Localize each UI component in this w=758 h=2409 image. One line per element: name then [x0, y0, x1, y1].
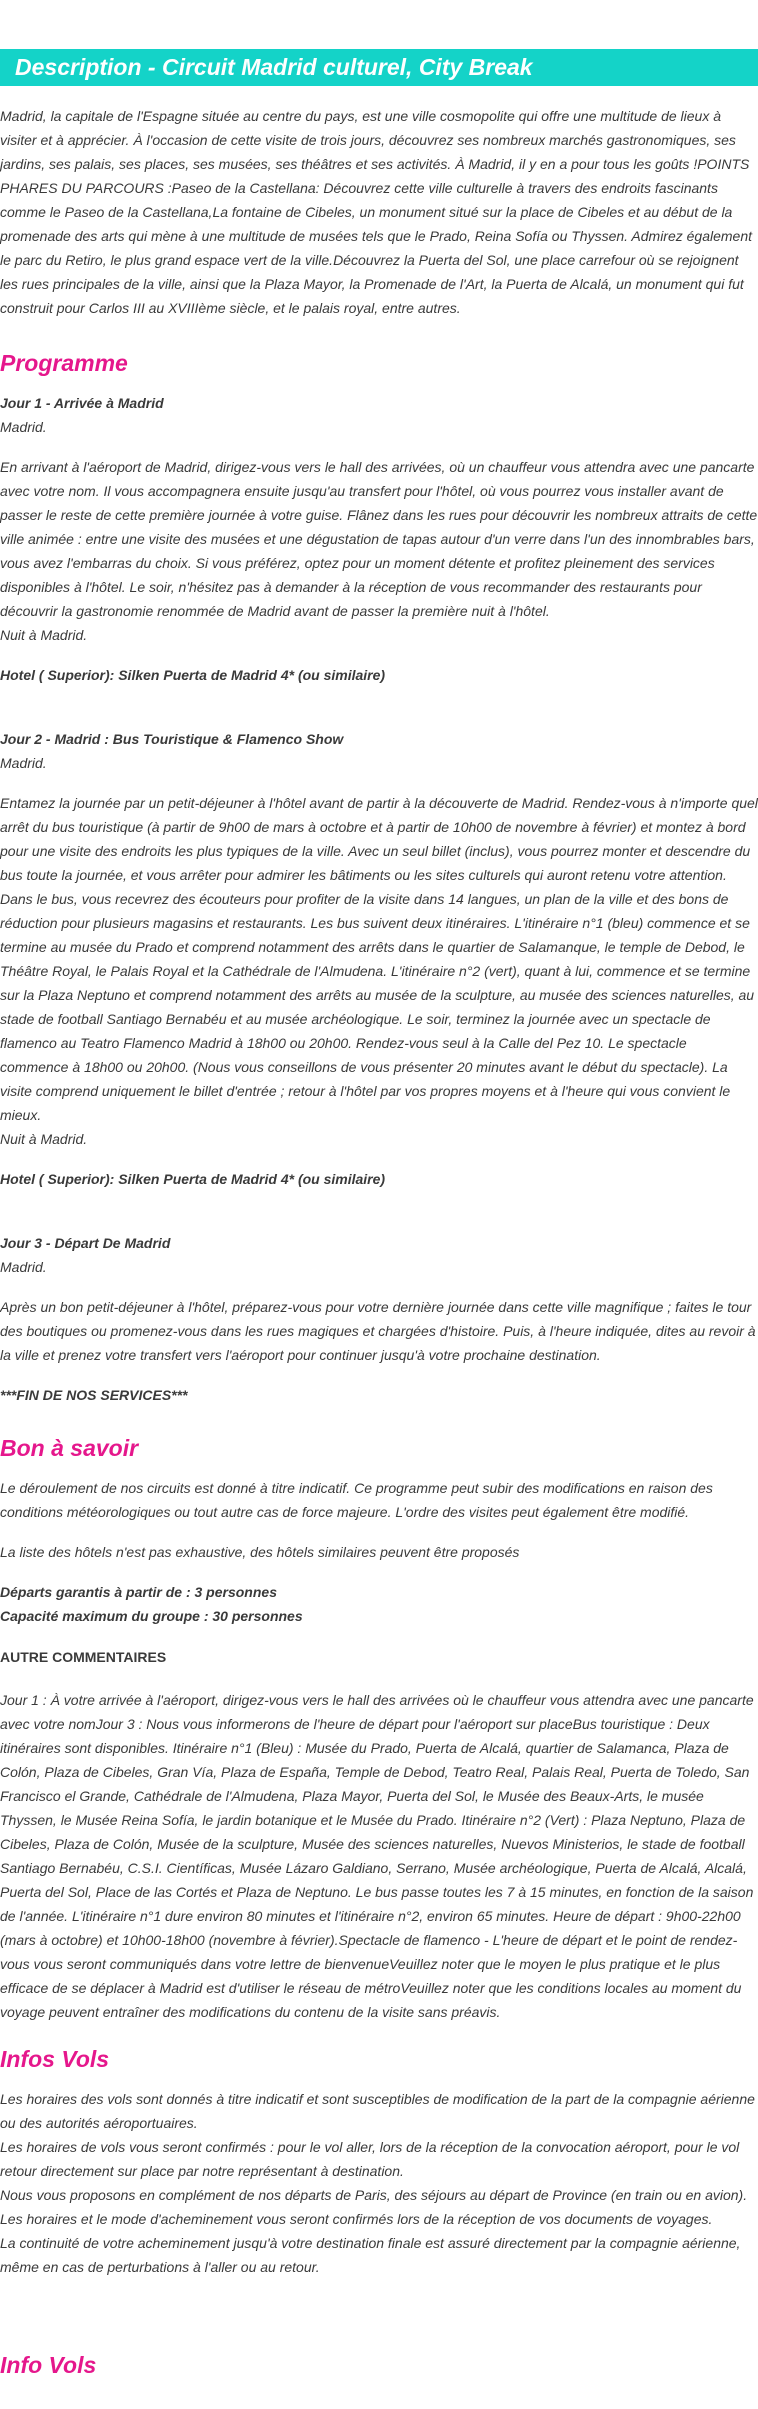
day-2 — [0, 727, 758, 775]
day-hotel: Hotel ( Superior): Silken Puerta de Madrid 4* (ou similaire) — [0, 667, 386, 683]
infos-vols-line: Les horaires de vols vous seront confirmés : pour le vol aller, lors de la réception de la convocation aéroport, pour le vol retour directement sur place par notre représentant à destination. — [0, 2139, 740, 2179]
infos-vols-body — [0, 2087, 758, 2279]
day-city: Madrid. — [0, 419, 47, 435]
day-city: Madrid. — [0, 1259, 47, 1275]
day-text: Après un bon petit-déjeuner à l'hôtel, préparez-vous pour votre dernière journée dans cette ville magnifique ; faites le tour des boutiques ou promenez-vous dans les rues magiques et chargées d'histoire. Puis, à l'heure indiquée, dites au revoir à la ville et prenez votre transfert vers l'aéroport pour continuer jusqu'à votre prochaine destination. — [0, 1299, 756, 1363]
day-night: Nuit à Madrid. — [0, 627, 88, 643]
autre-commentaires-title: AUTRE COMMENTAIRES — [0, 1649, 167, 1665]
day-heading: Jour 2 - Madrid : Bus Touristique & Flamenco Show — [0, 731, 344, 747]
day-night: Nuit à Madrid. — [0, 1131, 88, 1147]
bon-a-savoir-section — [0, 1433, 758, 1463]
day-2-hotel — [0, 1167, 758, 1191]
bon-a-savoir-title: Bon à savoir — [0, 1435, 139, 1461]
day-2-body — [0, 791, 758, 1151]
infos-vols-line: Nous vous proposons en complément de nos départs de Paris, des séjours au départ de Province (en train ou en avion). — [0, 2187, 748, 2203]
day-3-body — [0, 1295, 758, 1367]
day-hotel: Hotel ( Superior): Silken Puerta de Madrid 4* (ou similaire) — [0, 1171, 386, 1187]
day-text: Entamez la journée par un petit-déjeuner à l'hôtel avant de partir à la découverte de Madrid. Rendez-vous à n'importe quel arrêt du bus touristique (à partir de 9h00 de mars à octobre et à partir de 10h00 de novembre à février) et montez à bord pour une visite des endroits les plus typiques de la ville. Avec un seul billet (inclus), vous pourrez monter et descendre du bus toute la journée, et vous arrêter pour admirer les bâtiments ou les sites culturels qui auront retenu votre attention. Dans le bus, vous recevrez des écouteurs pour profiter de la visite dans 14 langues, un plan de la ville et des bons de réduction pour plusieurs magasins et restaurants. Les bus suivent deux itinéraires. L'itinéraire n°1 (bleu) commence et se termine au musée du Prado et comprend notamment des arrêts dans le quartier de Salamanque, le temple de Debod, le Théâtre Royal, le Palais Royal et la Cathédrale de l'Almudena. L'itinéraire n°2 (vert), quant à lui, commence et se termine sur la Plaza Neptuno et comprend notamment des arrêts au musée de la sculpture, au musée des sciences naturelles, au stade de football Santiago Bernabéu et au musée archéologique. Le soir, terminez la journée avec un spectacle de flamenco au Teatro Flamenco Madrid à 18h00 ou 20h00. Rendez-vous seul à la Calle del Pez 10. Le spectacle commence à 18h00 ou 20h00. (Nous vous conseillons de vous présenter 20 minutes avant le début du spectacle). La visite comprend uniquement le billet d'entrée ; retour à l'hôtel par vos propres moyens et à l'heure qui vous convient le mieux. — [0, 795, 758, 1123]
day-heading: Jour 3 - Départ De Madrid — [0, 1235, 171, 1251]
bon-a-savoir-p2 — [0, 1540, 758, 1564]
infos-vols-line: Les horaires des vols sont donnés à titre indicatif et sont susceptibles de modification de la part de la compagnie aérienne ou des autorités aéroportuaires. — [0, 2091, 755, 2131]
infos-vols-line: Les horaires et le mode d'acheminement vous seront confirmés lors de la réception de vos documents de voyages. — [0, 2211, 713, 2227]
info-vols-title: Info Vols — [0, 2352, 97, 2378]
autre-commentaires-heading — [0, 1645, 758, 1669]
day-1 — [0, 391, 758, 439]
infos-vols-section — [0, 2044, 758, 2074]
autre-commentaires-text: Jour 1 : À votre arrivée à l'aéroport, dirigez-vous vers le hall des arrivées où le chauffeur vous attendra avec une pancarte avec votre nomJour 3 : Nous vous informerons de l'heure de départ pour l'aéroport sur placeBus touristique : Deux itinéraires sont disponibles. Itinéraire n°1 (Bleu) : Musée du Prado, Puerta de Alcalá, quartier de Salamanca, Plaza de Colón, Plaza de Cibeles, Gran Vía, Plaza de España, Temple de Debod, Teatro Real, Palais Real, Puerta de Toledo, San Francisco el Grande, Cathédrale de l'Almudena, Plaza Mayor, Puerta del Sol, le Musée des Beaux-Arts, le musée Thyssen, le Musée Reina Sofía, le jardin botanique et le Musée du Prado. Itinéraire n°2 (Vert) : Plaza Neptuno, Plaza de Cibeles, Plaza de Colón, Musée de la sculpture, Musée des sciences naturelles, Nuevos Ministerios, le stade de football Santiago Bernabéu, C.S.I. Científicas, Musée Lázaro Galdiano, Serrano, Musée archéologique, Puerta de Alcalá, Alcalá, Puerta del Sol, Place de las Cortés et Plaza de Neptuno. Le bus passe toutes les 7 à 15 minutes, en fonction de la saison de l'année. L'itinéraire n°1 dure environ 80 minutes et l'itinéraire n°2, environ 65 minutes. Heure de départ : 9h00-22h00 (mars à octobre) et 10h00-18h00 (novembre à février).Spectacle de flamenco - L'heure de départ et le point de rendez-vous vous seront communiqués dans votre lettre de bienvenueVeuillez noter que le moyen le plus pratique et le plus efficace de se déplacer à Madrid est d'utiliser le réseau de métroVeuillez noter que les conditions locales au moment du voyage peuvent entraîner des modifications du contenu de la visite sans préavis. — [0, 1692, 754, 2020]
max-capacity: Capacité maximum du groupe : 30 personnes — [0, 1608, 303, 1624]
day-3 — [0, 1231, 758, 1279]
group-info — [0, 1580, 758, 1628]
day-text: En arrivant à l'aéroport de Madrid, dirigez-vous vers le hall des arrivées, où un chauffeur vous attendra avec une pancarte avec votre nom. Il vous accompagnera ensuite jusqu'au transfert pour l'hôtel, où vous pourrez vous installer avant de passer le reste de cette première journée à votre guise. Flânez dans les rues pour découvrir les nombreux attraits de cette ville animée : entre une visite des musées et une dégustation de tapas autour d'un verre dans l'un des innombrables bars, vous avez l'embarras du choix. Si vous préférez, optez pour un moment détente et profitez pleinement des services disponibles à l'hôtel. Le soir, n'hésitez pas à demander à la réception de vous recommander des restaurants pour découvrir la gastronomie renommée de Madrid avant de passer la première nuit à l'hôtel. — [0, 459, 758, 619]
day-3-end — [0, 1383, 758, 1407]
day-heading: Jour 1 - Arrivée à Madrid — [0, 395, 164, 411]
bon-a-savoir-p1 — [0, 1476, 758, 1524]
info-vols-section — [0, 2350, 758, 2380]
disclaimer-text: Le déroulement de nos circuits est donné à titre indicatif. Ce programme peut subir des modifications en raison des conditions météorologiques ou tout autre cas de force majeure. L'ordre des visites peut également être modifié. — [0, 1480, 713, 1520]
description-text: Madrid, la capitale de l'Espagne située au centre du pays, est une ville cosmopolite qui offre une multitude de lieux à visiter et à apprécier. À l'occasion de cette visite de trois jours, découvrez ses nombreux marchés gastronomiques, ses jardins, ses palais, ses places, ses musées, ses théâtres et ses activités. À Madrid, il y en a pour tous les goûts !POINTS PHARES DU PARCOURS :Paseo de la Castellana: Découvrez cette ville culturelle à travers des endroits fascinants comme le Paseo de la Castellana,La fontaine de Cibeles, un monument situé sur la place de Cibeles et au début de la promenade des arts qui mène à une multitude de musées tels que le Prado, Reina Sofía ou Thyssen. Admirez également le parc du Retiro, le plus grand espace vert de la ville.Découvrez la Puerta del Sol, une place carrefour où se rejoignent les rues principales de la ville, ainsi que la Plaza Mayor, la Promenade de l'Art, la Puerta de Alcalá, un monument qui fut construit pour Carlos III au XVIIIème siècle, et le palais royal, entre autres. — [0, 108, 753, 316]
infos-vols-line: La continuité de votre acheminement jusqu'à votre destination finale est assuré directement par la compagnie aérienne, même en cas de perturbations à l'aller ou au retour. — [0, 2235, 741, 2275]
infos-vols-title: Infos Vols — [0, 2046, 110, 2072]
autre-commentaires-body — [0, 1688, 758, 2024]
day-city: Madrid. — [0, 755, 47, 771]
programme-section — [0, 348, 758, 378]
description-section — [0, 104, 758, 320]
end-of-services: ***FIN DE NOS SERVICES*** — [0, 1387, 188, 1403]
programme-title: Programme — [0, 350, 128, 376]
description-title: Description - Circuit Madrid culturel, City Break — [0, 49, 758, 86]
day-1-hotel — [0, 663, 758, 687]
day-1-body — [0, 455, 758, 647]
hotels-note: La liste des hôtels n'est pas exhaustive, des hôtels similaires peuvent être proposés — [0, 1544, 520, 1560]
min-departures: Départs garantis à partir de : 3 personnes — [0, 1584, 277, 1600]
